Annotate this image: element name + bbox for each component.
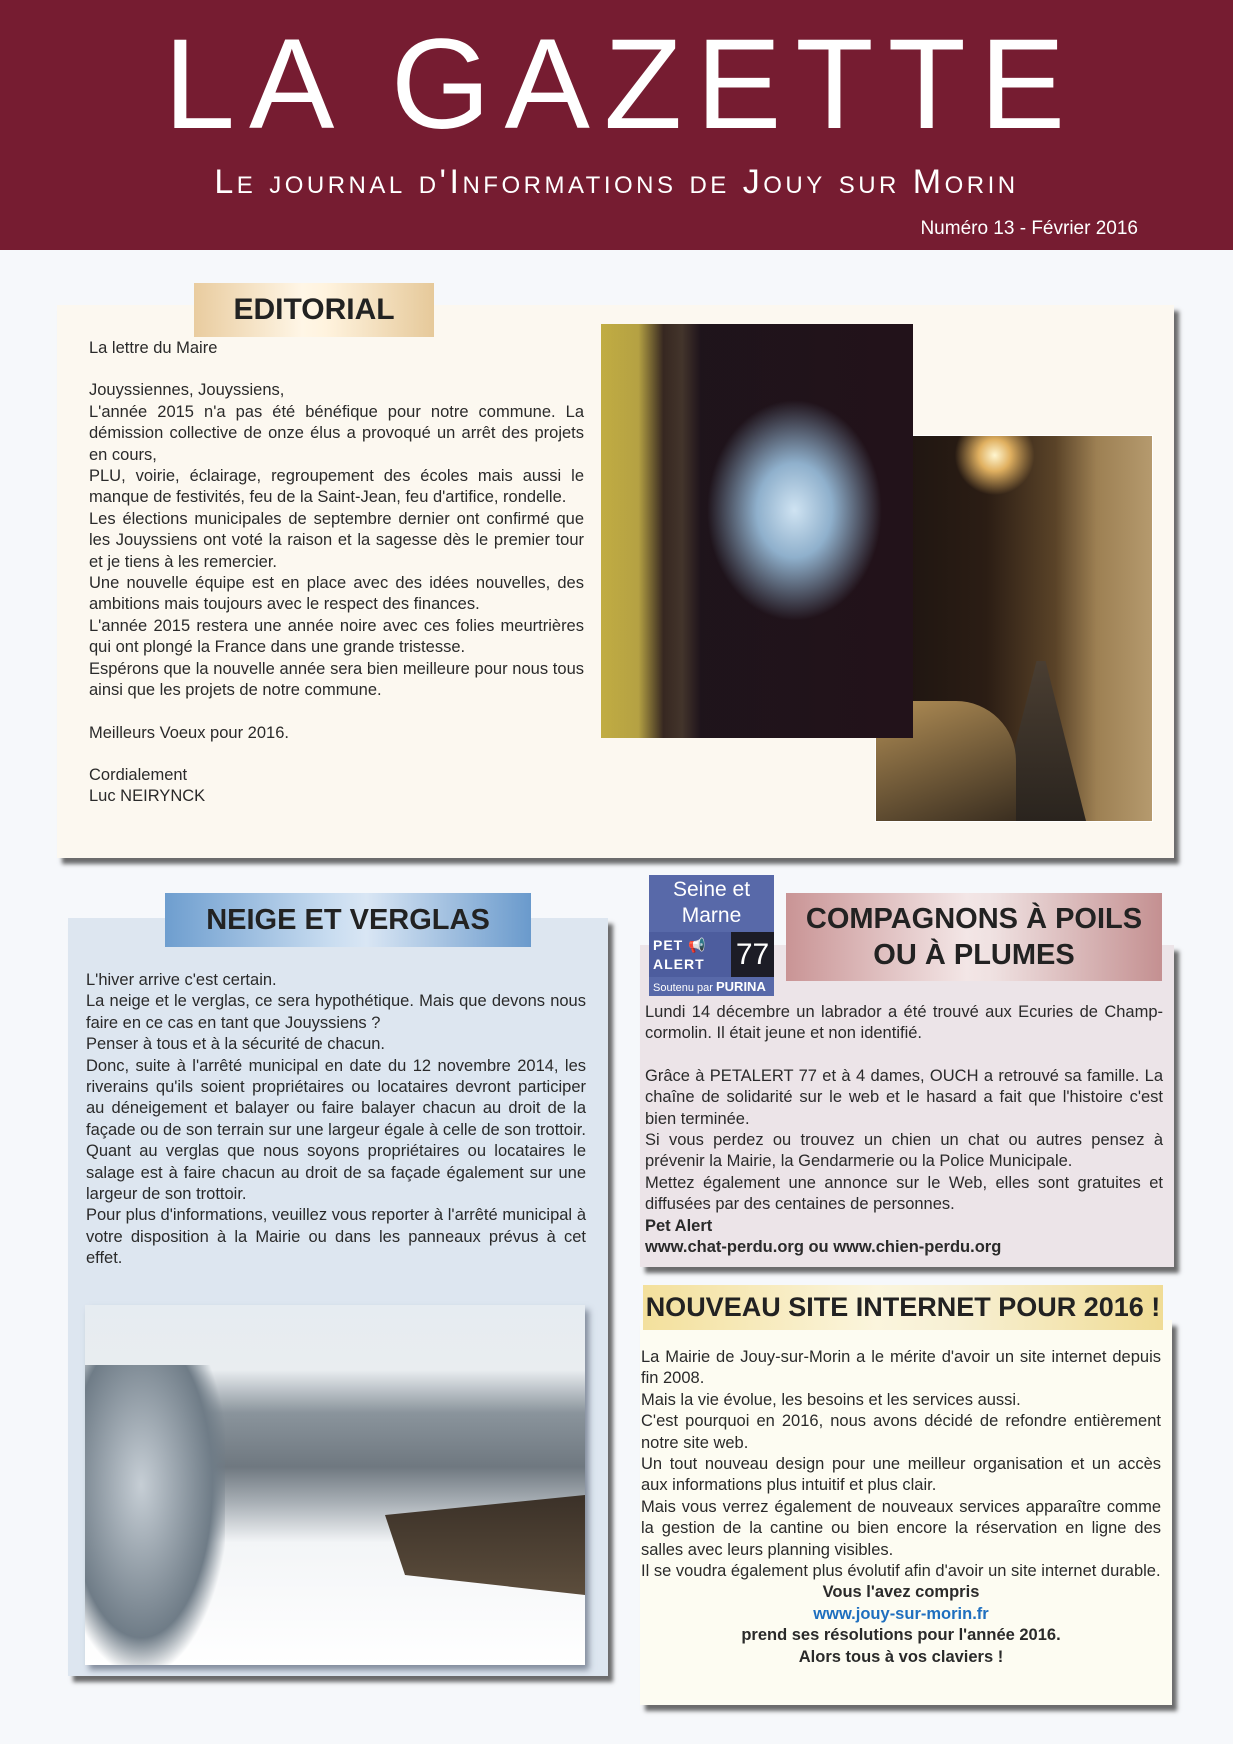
- editorial-intro: La lettre du Maire: [89, 339, 218, 357]
- editorial-paragraph: L'année 2015 restera une année noire avec ces folies meurtrières qui ont plongé la France dans une grande tristesse.: [89, 616, 584, 657]
- website-paragraph: La Mairie de Jouy-sur-Morin a le mérite d'avoir un site internet depuis fin 2008.: [641, 1348, 1161, 1388]
- pet-alert-alert: ALERT: [653, 956, 705, 972]
- editorial-closing: Cordialement: [89, 765, 188, 784]
- website-closing-3: Alors tous à vos claviers !: [798, 1647, 1004, 1666]
- issue-number: Numéro 13 - Février 2016: [920, 218, 1138, 239]
- pets-heading-line1: COMPAGNONS À POILS: [805, 903, 1143, 935]
- pets-contact-links[interactable]: www.chat-perdu.org ou www.chien-perdu.org: [645, 1238, 1002, 1257]
- pets-heading: [786, 893, 1162, 981]
- pet-alert-number: 77: [731, 932, 774, 977]
- pet-alert-pet: PET: [653, 937, 684, 953]
- neige-paragraph: Donc, suite à l'arrêté municipal en date du 12 novembre 2014, les riverains qu'ils soient propriétaires ou locataires devront participer au déneigement et balayer ou faire balayer chacun au droit de la façade ou de son terrain sur une largeur égale à celle de son trottoir.: [86, 1056, 586, 1139]
- website-paragraph: Un tout nouveau design pour une meilleur organisation et un accès aux informations plus intuitif et plus clair.: [641, 1455, 1161, 1495]
- megaphone-icon: 📢: [688, 937, 707, 953]
- pets-paragraph: Mettez également une annonce sur le Web, elles sont gratuites et diffusées par des centaines de personnes.: [645, 1173, 1163, 1214]
- neige-heading: NEIGE ET VERGLAS: [165, 893, 531, 947]
- editorial-paragraph: PLU, voirie, éclairage, regroupement des écoles mais aussi le manque de festivités, feu de la Saint-Jean, feu d'artifice, rondelle.: [89, 467, 584, 507]
- pets-text: [645, 1002, 1163, 1258]
- website-closing-1: Vous l'avez compris: [822, 1583, 980, 1602]
- newspaper-subtitle: Le journal d'Informations de Jouy sur Morin: [214, 163, 1019, 201]
- snowy-lane-photo: [85, 1305, 585, 1665]
- neige-paragraph: Quant au verglas que nous soyons propriétaires ou locataires le salage est à faire chacun au droit de sa façade également sur une largeur de son trottoir.: [86, 1142, 586, 1204]
- night-street-photo: [875, 435, 1153, 822]
- website-panel: [640, 1320, 1172, 1705]
- editorial-text: [89, 338, 584, 808]
- website-url-link[interactable]: www.jouy-sur-morin.fr: [813, 1604, 989, 1623]
- pets-heading-line2: OU À PLUMES: [873, 939, 1075, 971]
- editorial-heading: EDITORIAL: [194, 283, 434, 337]
- neige-text: [86, 970, 586, 1270]
- pets-contact-name: Pet Alert: [645, 1216, 713, 1235]
- stone-wall: [385, 1495, 585, 1595]
- pets-paragraph: Si vous perdez ou trouvez un chien un chat ou autres pensez à prévenir la Mairie, la Gendarmerie ou la Police Municipale.: [645, 1131, 1163, 1171]
- website-heading: NOUVEAU SITE INTERNET POUR 2016 !: [643, 1285, 1163, 1330]
- neige-paragraph: L'hiver arrive c'est certain.: [86, 971, 277, 989]
- pet-alert-wordmark: [649, 932, 731, 977]
- pet-alert-logo: [649, 875, 774, 996]
- masthead: [0, 0, 1233, 250]
- editorial-paragraph: Les élections municipales de septembre dernier ont confirmé que les Jouyssiens ont voté la raison et la sagesse dès le premier tour et je tiens à les remercier.: [89, 509, 584, 571]
- editorial-greeting: Jouyssiennes, Jouyssiens,: [89, 381, 285, 400]
- website-paragraph: Mais vous verrez également de nouveaux services apparaître comme la gestion de la cantine ou bien encore la réservation en ligne des salles avec leurs planning visibles.: [641, 1497, 1161, 1559]
- editorial-paragraph: L'année 2015 n'a pas été bénéfique pour notre commune. La démission collective de onze élus a provoqué un arrêt des projets en cours,: [89, 402, 584, 464]
- pet-alert-region: Seine et Marne: [672, 878, 751, 927]
- neige-paragraph: Penser à tous et à la sécurité de chacun.: [86, 1035, 386, 1054]
- website-paragraph: Il se voudra également plus évolutif afin d'avoir un site internet durable.: [641, 1562, 1161, 1581]
- sponsor-name: PURINA: [716, 979, 766, 994]
- pets-paragraph: Lundi 14 décembre un labrador a été trouvé aux Ecuries de Champ-cormolin. Il était jeune et non identifié.: [645, 1003, 1163, 1043]
- editorial-signature: Luc NEIRYNCK: [89, 787, 206, 806]
- sponsor-prefix: Soutenu par: [653, 982, 713, 994]
- neige-paragraph: Pour plus d'informations, veuillez vous reporter à l'arrêté municipal à votre disposition à la Mairie ou dans les panneaux prévus à cet effet.: [86, 1206, 586, 1268]
- website-paragraph: Mais la vie évolue, les besoins et les services aussi.: [641, 1390, 1021, 1409]
- snowy-tree: [85, 1365, 225, 1665]
- pet-alert-sponsor: [649, 977, 774, 996]
- editorial-wishes: Meilleurs Voeux pour 2016.: [89, 723, 289, 742]
- pets-paragraph: Grâce à PETALERT 77 et à 4 dames, OUCH a retrouvé sa famille. La chaîne de solidarité sur le web et le hasard a fait que l'histoire c'est bien terminée.: [645, 1066, 1163, 1128]
- website-text: [641, 1347, 1161, 1668]
- christmas-light-tree-photo: [601, 324, 913, 738]
- website-closing-2: prend ses résolutions pour l'année 2016.: [741, 1626, 1061, 1645]
- website-paragraph: C'est pourquoi en 2016, nous avons décidé de refondre entièrement notre site web.: [641, 1412, 1161, 1452]
- editorial-paragraph: Une nouvelle équipe est en place avec des idées nouvelles, des ambitions mais toujours avec le respect des finances.: [89, 574, 584, 614]
- editorial-paragraph: Espérons que la nouvelle année sera bien meilleure pour nous tous ainsi que les projets de notre commune.: [89, 659, 584, 700]
- neige-paragraph: La neige et le verglas, ce sera hypothétique. Mais que devons nous faire en ce cas en tant que Jouyssiens ?: [86, 992, 586, 1032]
- newspaper-title: LA GAZETTE: [163, 13, 1080, 156]
